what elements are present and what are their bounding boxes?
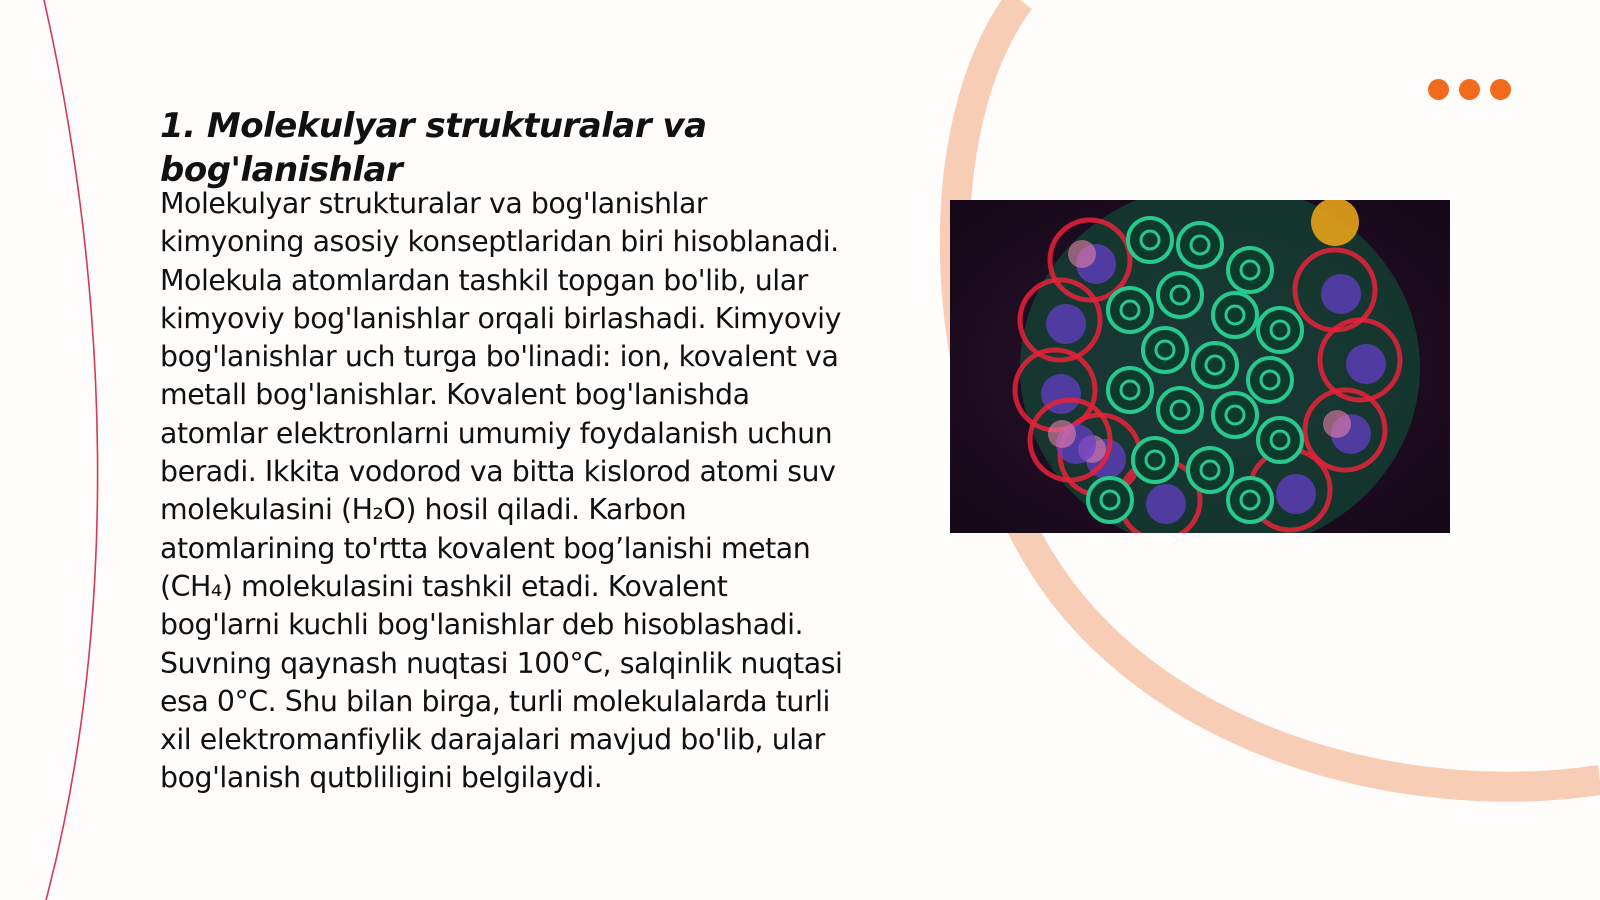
green-ring (1158, 388, 1202, 432)
protein-core (1276, 474, 1316, 514)
green-ring (1178, 223, 1222, 267)
dot (1428, 79, 1449, 100)
left-accent-curve (44, 0, 98, 900)
green-ring (1258, 308, 1302, 352)
protein-highlight (1048, 420, 1076, 448)
green-ring (1143, 328, 1187, 372)
green-ring (1248, 358, 1292, 402)
green-ring (1258, 418, 1302, 462)
green-ring (1133, 438, 1177, 482)
slide-title: 1. Molekulyar strukturalar va bog'lanishlar (160, 106, 707, 190)
green-ring (1228, 248, 1272, 292)
green-ring (1108, 288, 1152, 332)
dot (1490, 79, 1511, 100)
protein-core (1146, 484, 1186, 524)
green-ring (1213, 393, 1257, 437)
green-ring (1108, 368, 1152, 412)
green-ring (1193, 343, 1237, 387)
green-ring (1213, 293, 1257, 337)
protein-highlight (1323, 410, 1351, 438)
three-dots-icon[interactable] (1428, 79, 1511, 100)
green-ring (1188, 448, 1232, 492)
green-ring (1228, 478, 1272, 522)
dot (1459, 79, 1480, 100)
green-ring (1088, 478, 1132, 522)
green-ring (1158, 273, 1202, 317)
gold-protein (1311, 200, 1359, 246)
molecular-structure-image (950, 200, 1450, 533)
protein-highlight (1068, 240, 1096, 268)
protein-core (1046, 304, 1086, 344)
protein-core (1321, 274, 1361, 314)
protein-core (1346, 344, 1386, 384)
slide-body-text: Molekulyar strukturalar va bog'lanishlar kimyoning asosiy konseptlaridan biri hisoblanadi. Molekula atomlardan tashkil topgan bo'lib, ular kimyoviy bog'lanishlar orqali birlashadi. Kimyoviy bog'lanishlar uch turga bo'linadi: ion, kovalent va metall bog'lanishlar. Kovalent bog'lanishda atomlar elektronlarni umumiy foydalanish uchun beradi. Ikkita vodorod va bitta kislorod atomi suv molekulasini (H₂O) hosil qiladi. Karbon atomlarining to'rtta kovalent bog’lanishi metan (CH₄) molekulasini tashkil etadi. Kovalent bog'larni kuchli bog'lanishlar deb hisoblashadi. Suvning qaynash nuqtasi 100°C, salqinlik nuqtasi esa 0°C. Shu bilan birga, turli molekulalarda turli xil elektromanfiylik darajalari mavjud bo'lib, ular bog'lanish qutbliligini belgilaydi. (160, 187, 843, 795)
green-ring (1128, 218, 1172, 262)
